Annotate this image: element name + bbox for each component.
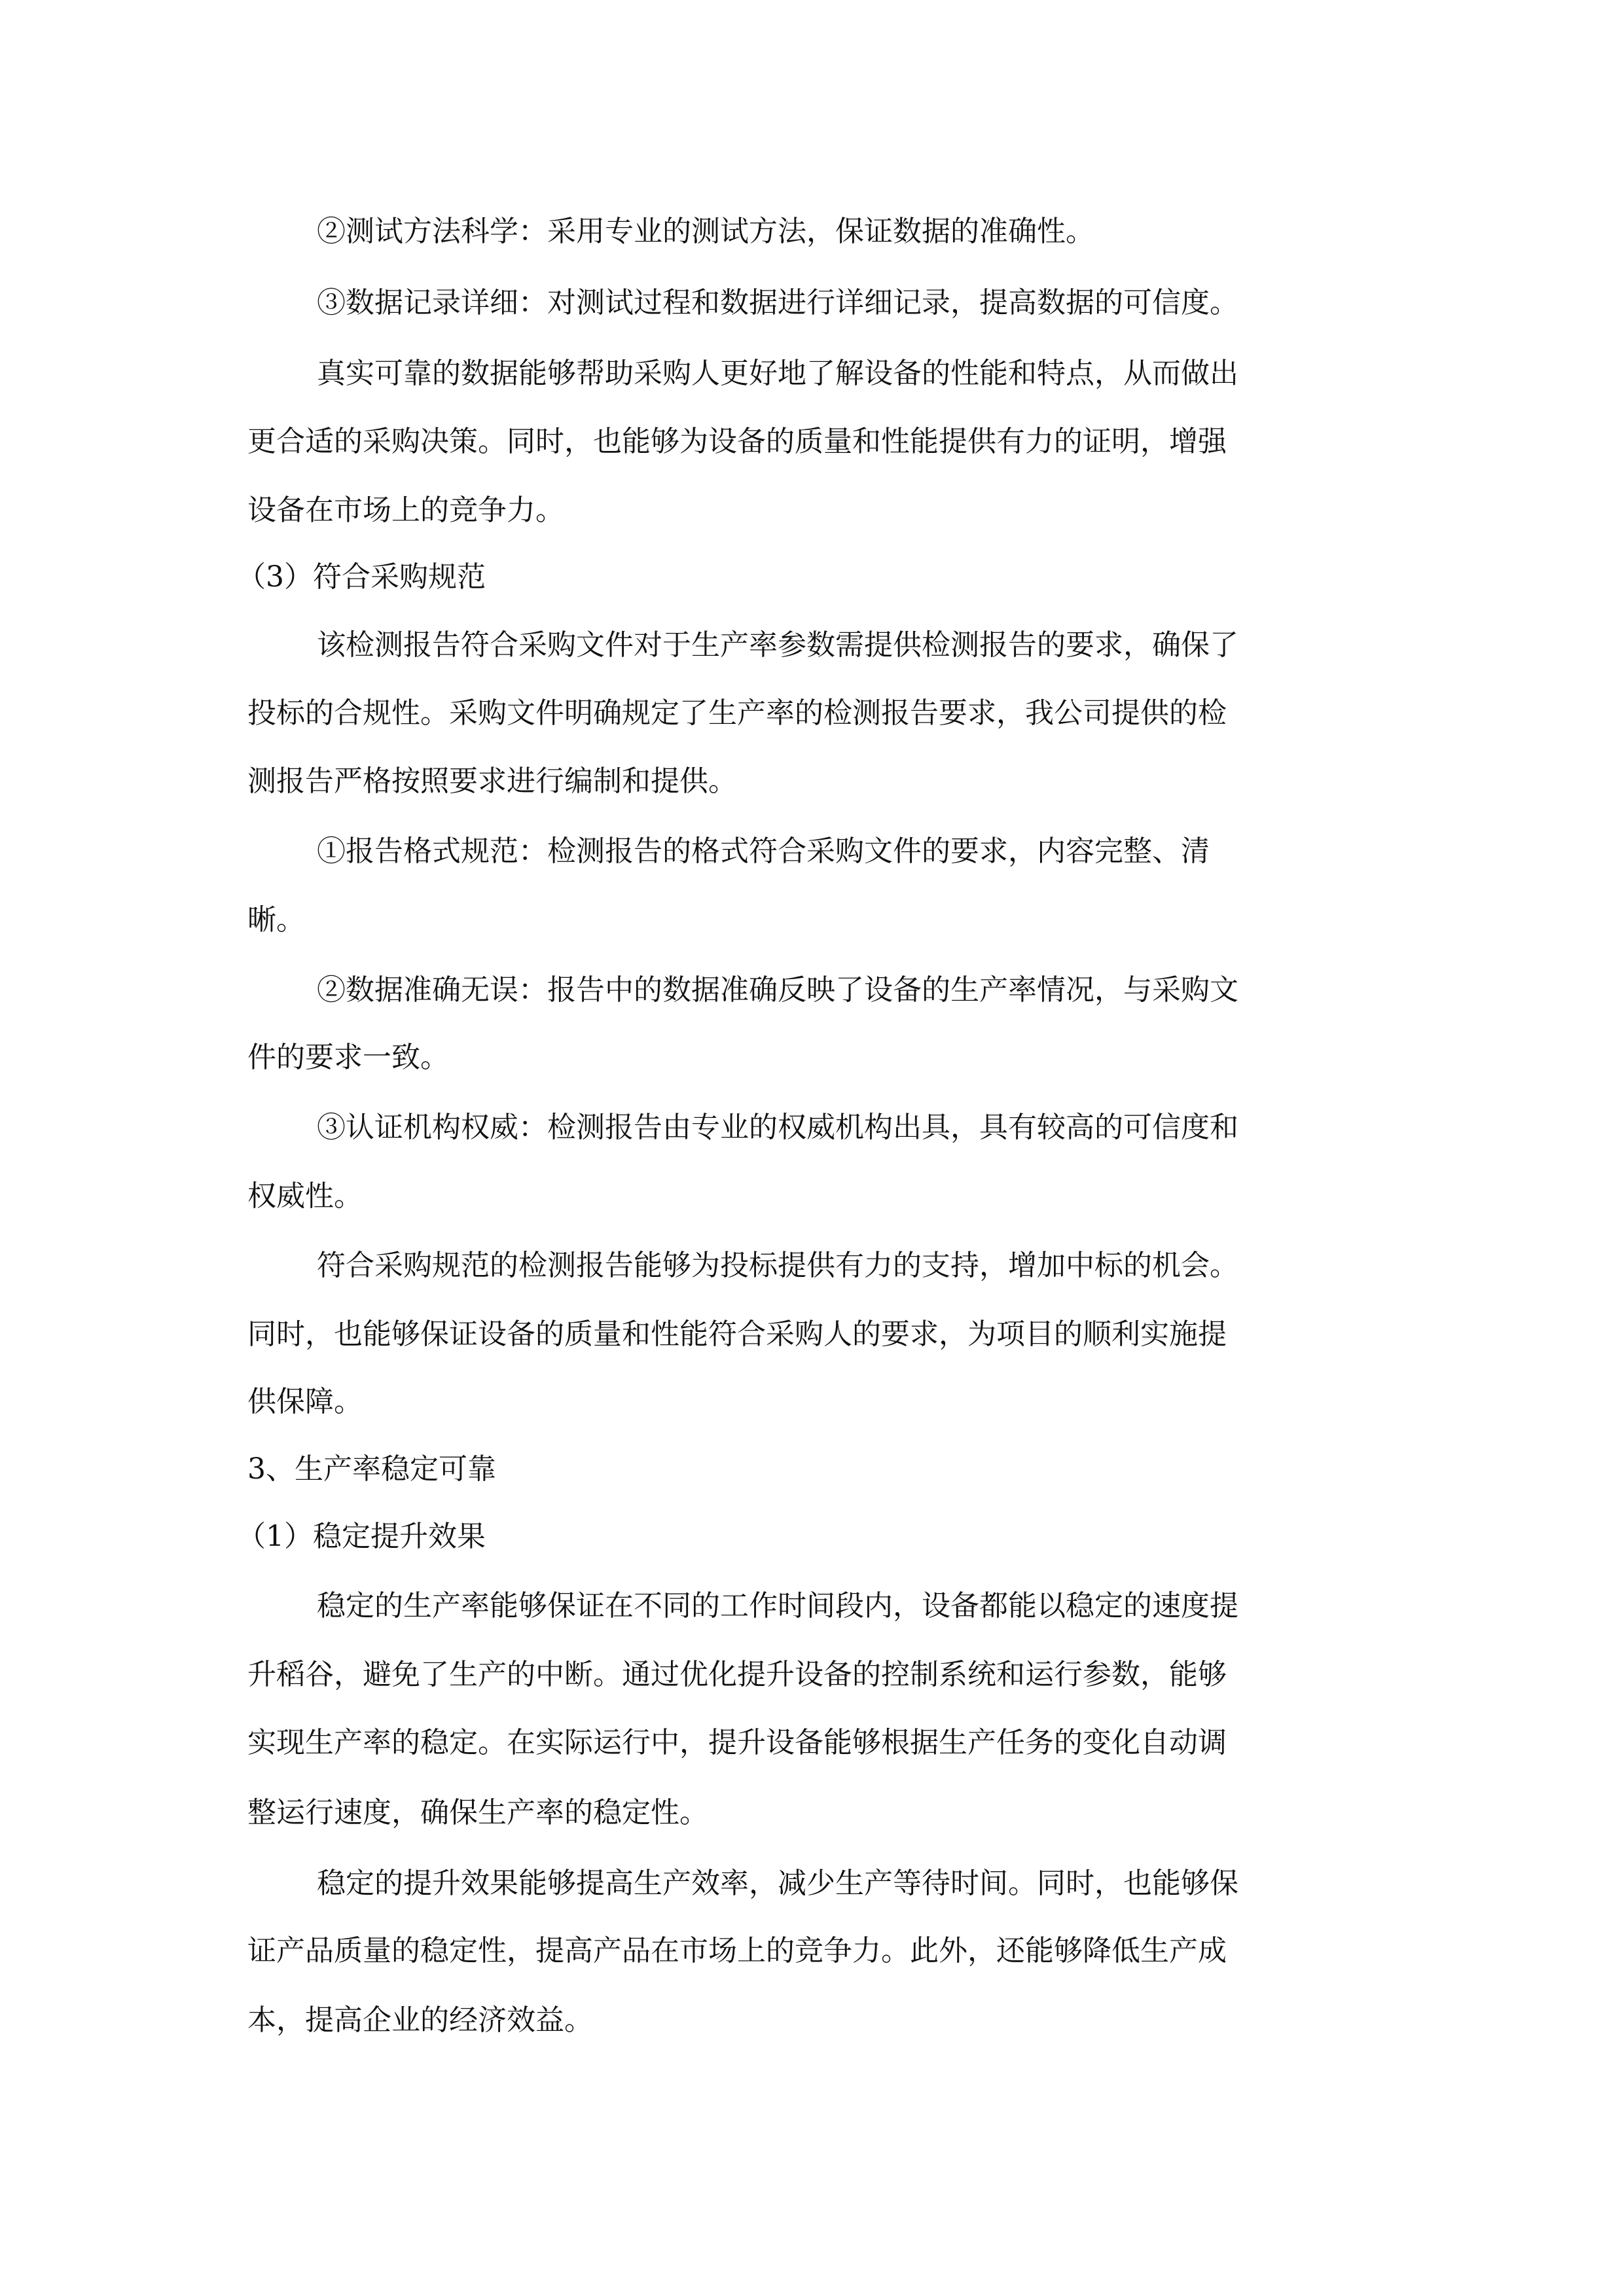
list-item: ③认证机构权威：检测报告由专业的权威机构出具，具有较高的可信度和	[317, 1111, 1238, 1144]
paragraph-line: 更合适的采购决策。同时，也能够为设备的质量和性能提供有力的证明，增强	[247, 425, 1227, 458]
section-heading: （1）稳定提升效果	[237, 1520, 486, 1553]
section-heading: （3）符合采购规范	[237, 560, 486, 594]
list-item: 晰。	[247, 903, 305, 937]
paragraph-line: 真实可靠的数据能够帮助采购人更好地了解设备的性能和特点，从而做出	[317, 357, 1238, 390]
paragraph-line: 供保障。	[247, 1385, 363, 1418]
list-item: ②测试方法科学：采用专业的测试方法，保证数据的准确性。	[317, 215, 1094, 248]
paragraph-line: 证产品质量的稳定性，提高产品在市场上的竞争力。此外，还能够降低生产成	[247, 1934, 1227, 1967]
paragraph-line: 整运行速度，确保生产率的稳定性。	[247, 1796, 708, 1829]
section-heading: 3、生产率稳定可靠	[247, 1452, 496, 1486]
paragraph-line: 设备在市场上的竞争力。	[247, 493, 564, 527]
paragraph-line: 测报告严格按照要求进行编制和提供。	[247, 764, 737, 798]
paragraph-line: 投标的合规性。采购文件明确规定了生产率的检测报告要求，我公司提供的检	[247, 696, 1227, 730]
list-item: 权威性。	[247, 1179, 363, 1213]
paragraph-line: 该检测报告符合采购文件对于生产率参数需提供检测报告的要求，确保了	[317, 628, 1238, 662]
list-item: ③数据记录详细：对测试过程和数据进行详细记录，提高数据的可信度。	[317, 286, 1238, 319]
paragraph-line: 同时，也能够保证设备的质量和性能符合采购人的要求，为项目的顺利实施提	[247, 1318, 1227, 1351]
paragraph-line: 升稻谷，避免了生产的中断。通过优化提升设备的控制系统和运行参数，能够	[247, 1658, 1227, 1691]
list-item: 件的要求一致。	[247, 1041, 449, 1074]
paragraph-line: 稳定的提升效果能够提高生产效率，减少生产等待时间。同时，也能够保	[317, 1867, 1238, 1900]
paragraph-line: 符合采购规范的检测报告能够为投标提供有力的支持，增加中标的机会。	[317, 1249, 1238, 1282]
paragraph-line: 稳定的生产率能够保证在不同的工作时间段内，设备都能以稳定的速度提	[317, 1589, 1238, 1623]
paragraph-line: 本，提高企业的经济效益。	[247, 2003, 593, 2037]
paragraph-line: 实现生产率的稳定。在实际运行中，提升设备能够根据生产任务的变化自动调	[247, 1726, 1227, 1759]
list-item: ②数据准确无误：报告中的数据准确反映了设备的生产率情况，与采购文	[317, 973, 1238, 1007]
list-item: ①报告格式规范：检测报告的格式符合采购文件的要求，内容完整、清	[317, 834, 1210, 868]
